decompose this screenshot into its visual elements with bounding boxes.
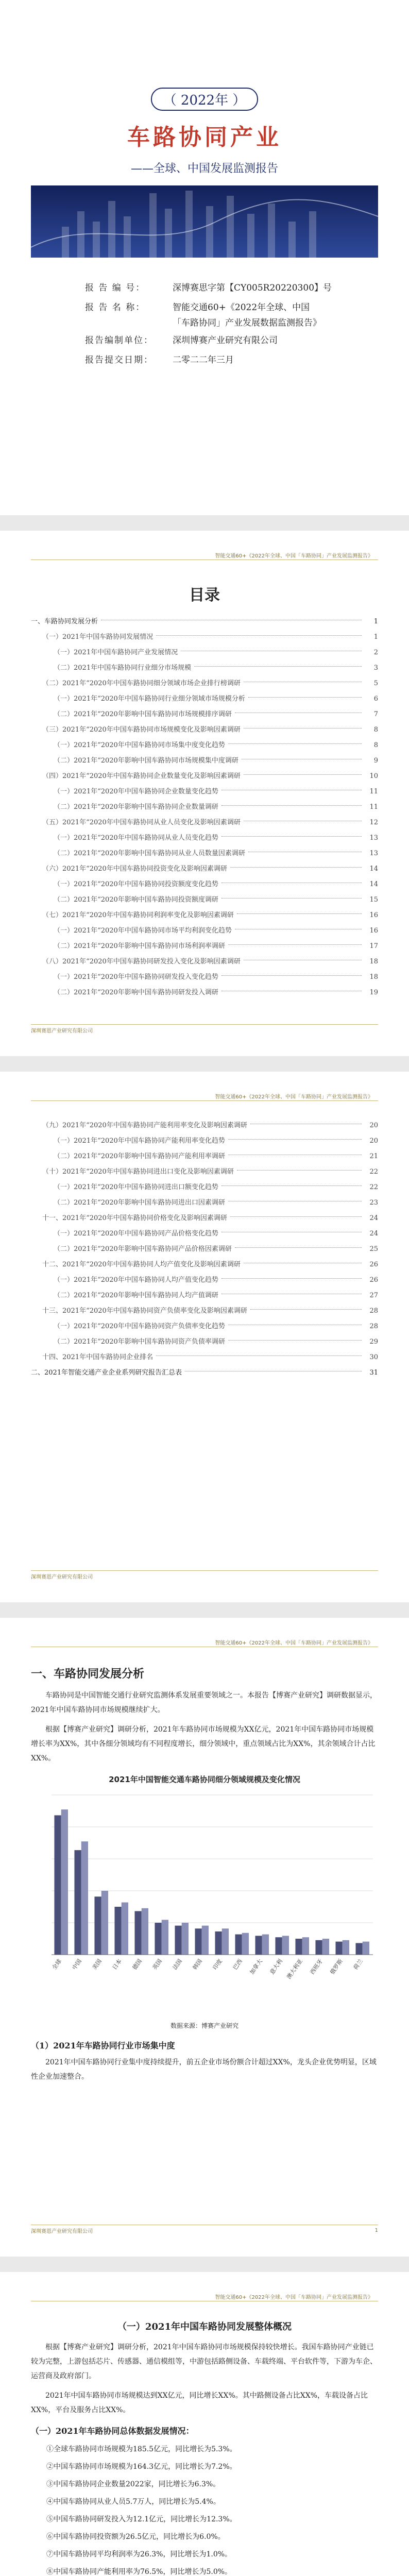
toc-item-page: 13 xyxy=(369,850,378,857)
x-tick-label: 俄罗斯 xyxy=(329,1958,344,1976)
page-footer: 深圳赛恩产业研究有限公司 xyxy=(31,1574,93,1580)
toc-item-page: 1 xyxy=(373,618,378,625)
bullet-item: ⑦中国车路协同平均利润率为26.3%，同比增长为1.0%。 xyxy=(46,2550,232,2558)
toc-item-label: （十）2021年“2020年中国车路协同进出口变化及影响因素调研 xyxy=(42,1168,234,1176)
toc-item[interactable] xyxy=(31,769,378,784)
toc-leader xyxy=(230,1216,362,1217)
page-header: 智能交通60+《2022年全球、中国「车路协同」产业发展监测报告》 xyxy=(215,553,373,559)
toc-item[interactable] xyxy=(31,660,378,676)
toc-item-page: 17 xyxy=(369,942,378,950)
toc-item-label: （六）2021年“2020年中国车路协同投资变化及影响因素调研 xyxy=(42,865,227,873)
toc-item[interactable] xyxy=(31,1211,378,1226)
toc-item[interactable] xyxy=(31,1319,378,1334)
bar-chart xyxy=(31,1774,378,2016)
bullet-item: ⑥中国车路协同投资额为26.5亿元，同比增长为6.0%。 xyxy=(46,2533,225,2541)
toc-leader xyxy=(237,913,362,914)
bar xyxy=(81,1841,88,1955)
x-tick-label: 韩国 xyxy=(191,1958,203,1971)
bar xyxy=(215,1931,221,1955)
x-tick-label: 西班牙 xyxy=(309,1958,324,1976)
chart-title: 2021年中国智能交通车路协同细分领域规模及变化情况 xyxy=(109,1775,300,1784)
toc-item-label: （二）2021年“2020年影响中国车路协同市场规模集中度调研 xyxy=(54,757,238,765)
toc-item-label: （二）2021年“2020年影响中国车路协同市场利润率调研 xyxy=(54,942,225,950)
toc-item-page: 20 xyxy=(369,1137,378,1145)
x-tick-label: 加拿大 xyxy=(248,1958,264,1976)
content-page-2 xyxy=(0,2272,409,2576)
toc-item[interactable] xyxy=(31,939,378,954)
toc-item[interactable] xyxy=(31,1133,378,1149)
toc-item-page: 19 xyxy=(369,989,378,996)
toc-item-page: 28 xyxy=(369,1323,378,1330)
toc-item[interactable] xyxy=(31,676,378,691)
cover-meta-row: 报告提交日期： 二零二二年三月 xyxy=(85,355,234,365)
toc-item-page: 26 xyxy=(369,1261,378,1268)
toc-item-label: （一）2021年“2020年中国车路协同人均产值变化趋势 xyxy=(54,1276,218,1284)
toc-item[interactable] xyxy=(31,1242,378,1257)
toc-leader xyxy=(221,1278,362,1279)
toc-item-label: （一）2021年中国车路协同产业发展情况 xyxy=(54,649,178,656)
bar xyxy=(302,1937,309,1955)
toc-item-page: 16 xyxy=(369,911,378,919)
bar xyxy=(175,1926,181,1955)
toc-item-label: （五）2021年“2020年中国车路协同从业人员变化及影响因素调研 xyxy=(42,819,241,826)
toc-item-label: 十四、2021年中国车路协同企业排名 xyxy=(42,1353,154,1361)
bar xyxy=(262,1935,269,1955)
bar xyxy=(235,1935,242,1955)
bar xyxy=(122,1903,128,1955)
toc-leader xyxy=(228,1340,362,1341)
toc-item-label: 一、车路协同发展分析 xyxy=(31,618,98,625)
toc-item[interactable] xyxy=(31,1334,378,1350)
bullet-item: ②中国车路协同市场规模为164.3亿元，同比增长为7.2%。 xyxy=(46,2463,237,2471)
toc-item[interactable] xyxy=(31,800,378,815)
toc-item[interactable] xyxy=(31,877,378,892)
toc-title: 目录 xyxy=(189,586,220,604)
page-header: 智能交通60+《2022年全球、中国「车路协同」产业发展监测报告》 xyxy=(215,1094,373,1100)
toc-item-page: 5 xyxy=(373,680,378,687)
section-title: 一、车路协同发展分析 xyxy=(31,1667,145,1681)
toc-leader xyxy=(156,1355,362,1356)
bullet-item: ①全球车路协同市场规模为185.5亿元，同比增长为5.3%。 xyxy=(46,2445,237,2453)
cover-meta-row: 报 告 名 称： 智能交通60+《2022年全球、中国「车路协同」产业发展数据监测报告》 xyxy=(85,302,321,328)
toc-item-label: （一）2021年“2020年中国车路协同进出口额变化趋势 xyxy=(54,1183,218,1191)
x-tick-label: 全球 xyxy=(50,1958,63,1971)
x-tick-label: 意大利 xyxy=(268,1958,284,1976)
toc-item[interactable] xyxy=(31,722,378,738)
toc-item-page: 24 xyxy=(369,1214,378,1222)
toc-item[interactable] xyxy=(31,784,378,800)
bullet-item: ③中国车路协同企业数量2022家，同比增长为6.3%。 xyxy=(46,2480,220,2488)
toc-leader xyxy=(237,1170,362,1171)
toc-item-label: （二）2021年“2020年影响中国车路协同企业数量调研 xyxy=(54,803,218,811)
toc-item-page: 3 xyxy=(373,664,378,672)
toc-item-page: 7 xyxy=(373,710,378,718)
cover-banner-image xyxy=(31,185,378,258)
bullet-item: ⑤中国车路协同研发投入为12.1亿元，同比增长为12.3%。 xyxy=(46,2515,237,2523)
toc-item-label: （一）2021年“2020年中国车路协同研发投入变化趋势 xyxy=(54,973,218,981)
toc-item-page: 25 xyxy=(369,1245,378,1253)
bullet-item: ④中国车路协同从业人员5.7万人，同比增长为5.4%。 xyxy=(46,2498,220,2506)
toc-leader xyxy=(221,1185,362,1186)
bar xyxy=(155,1923,161,1955)
toc-item[interactable] xyxy=(31,815,378,831)
bar xyxy=(363,1942,369,1955)
toc-item-label: 十一、2021年“2020年中国车路协同价格变化及影响因素调研 xyxy=(42,1214,227,1222)
toc-item-label: （九）2021年“2020年中国车路协同产能利用率变化及影响因素调研 xyxy=(42,1122,247,1129)
toc-item[interactable] xyxy=(31,1273,378,1288)
toc-item-page: 8 xyxy=(373,741,378,749)
toc-item-label: （一）2021年“2020年中国车路协同从业人员变化趋势 xyxy=(54,834,218,842)
toc-item-page: 20 xyxy=(369,1122,378,1129)
toc-item-page: 1 xyxy=(373,633,378,641)
toc-item-label: （二）2021年中国车路协同行业细分市场规模 xyxy=(54,664,192,672)
bar xyxy=(74,1850,81,1955)
toc-leader xyxy=(221,898,362,899)
toc-item[interactable] xyxy=(31,831,378,846)
toc-item[interactable] xyxy=(31,1288,378,1303)
cover-meta xyxy=(85,278,332,370)
x-tick-label: 荷兰 xyxy=(352,1958,364,1971)
cover-page xyxy=(0,0,409,515)
toc-item-label: 十二、2021年“2020年中国车路协同人均产值变化及影响因素调研 xyxy=(42,1261,241,1268)
toc-item-label: （一）2021年中国车路协同发展情况 xyxy=(42,633,154,641)
toc-item-label: （七）2021年“2020年中国车路协同利润率变化及影响因素调研 xyxy=(42,911,234,919)
toc-item-page: 18 xyxy=(369,973,378,981)
toc-item[interactable] xyxy=(31,1149,378,1164)
toc-item-label: （一）2021年“2020年中国车路协同投资额度变化趋势 xyxy=(54,880,218,888)
toc-item-label: （二）2021年“2020年中国车路协同细分领域市场企业排行榜调研 xyxy=(42,680,241,687)
toc-item[interactable] xyxy=(31,1164,378,1180)
x-tick-label: 中国 xyxy=(71,1958,83,1971)
subsection-title: （一）2021年车路协同总体数据发展情况： xyxy=(31,2426,194,2436)
toc-item[interactable] xyxy=(31,707,378,722)
toc-item-label: （一）2021年“2020年中国车路协同资产负债率变化趋势 xyxy=(54,1323,225,1330)
toc-item[interactable] xyxy=(31,861,378,877)
toc-item-page: 12 xyxy=(369,819,378,826)
toc-leader xyxy=(248,697,362,698)
toc-leader xyxy=(221,805,362,806)
bar xyxy=(222,1928,229,1955)
toc-item-label: （一）2021年“2020年中国车路协同行业细分领域市场规模分析 xyxy=(54,695,245,703)
toc-leader xyxy=(228,1139,362,1140)
bar xyxy=(355,1943,362,1955)
cover-subtitle: ——全球、中国发展监测报告 xyxy=(130,162,278,175)
toc-item-label: （二）2021年“2020年影响中国车路协同进出口因素调研 xyxy=(54,1199,225,1207)
toc-item-label: （二）2021年“2020年影响中国车路协同市场规模排序调研 xyxy=(54,710,232,718)
page-number: 1 xyxy=(374,2228,378,2233)
bar xyxy=(275,1937,282,1955)
toc-item[interactable] xyxy=(31,1350,378,1365)
toc-item[interactable] xyxy=(31,1118,378,1133)
toc-item-page: 15 xyxy=(369,896,378,904)
x-tick-label: 印度 xyxy=(211,1958,224,1971)
toc-item-label: （二）2021年“2020年影响中国车路协同资产负债率调研 xyxy=(54,1338,225,1346)
paragraph: 根据【博赛产业研究】调研分析，2021年中国车路协同市场规模保持较快增长。我国车路协同产业链已较为完整，上游包括芯片、传感器、通信模组等，中游包括路侧设备、车载终端、平台软件等，下游为车企、运营商及政府部门。 xyxy=(31,2343,377,2380)
x-tick-label: 巴西 xyxy=(231,1958,244,1971)
toc-leader xyxy=(228,743,362,744)
toc-item[interactable] xyxy=(31,645,378,660)
bar xyxy=(61,1809,68,1955)
toc-item[interactable] xyxy=(31,1257,378,1273)
bar xyxy=(315,1940,322,1955)
toc-item-label: （一）2021年“2020年中国车路协同市场平均利润变化趋势 xyxy=(54,927,232,935)
bar xyxy=(282,1936,289,1955)
toc-item-page: 6 xyxy=(373,695,378,703)
cover-title: 车路协同产业 xyxy=(127,124,282,150)
toc-item-page: 13 xyxy=(369,834,378,842)
bar xyxy=(182,1923,189,1955)
paragraph: 车路协同是中国智能交通行业研究监测体系发展重要领域之一。本报告【博赛产业研究】调研数据显示，2021年中国车路协同市场规模继续扩大。 xyxy=(31,1691,377,1714)
bar xyxy=(101,1891,108,1955)
toc-item-label: （八）2021年“2020年中国车路协同研发投入变化及影响因素调研 xyxy=(42,958,241,965)
page-header: 智能交通60+《2022年全球、中国「车路协同」产业发展监测报告》 xyxy=(215,1640,373,1646)
toc-item[interactable] xyxy=(31,1303,378,1319)
toc-item-page: 10 xyxy=(369,772,378,780)
toc-item-label: （四）2021年“2020年中国车路协同企业数量变化及影响因素调研 xyxy=(42,772,241,780)
toc-leader xyxy=(194,666,362,667)
x-tick-label: 澳大利亚 xyxy=(285,1958,304,1980)
toc-item[interactable] xyxy=(31,1226,378,1242)
section-title: （一）2021年中国车路协同发展整体概况 xyxy=(117,2321,292,2332)
toc-item[interactable] xyxy=(31,908,378,923)
bar xyxy=(343,1940,349,1955)
x-tick-label: 德国 xyxy=(131,1958,143,1971)
bullet-list xyxy=(0,2441,409,2576)
toc-item-page: 24 xyxy=(369,1230,378,1238)
toc-item-page: 22 xyxy=(369,1183,378,1191)
page-header: 智能交通60+《2022年全球、中国「车路协同」产业发展监测报告》 xyxy=(215,2295,373,2300)
toc-item[interactable] xyxy=(31,892,378,908)
toc-item-page: 23 xyxy=(369,1199,378,1207)
bullet-item: ⑧中国车路协同产能利用率为76.5%，同比增长为5.0%。 xyxy=(46,2568,232,2576)
toc-item[interactable] xyxy=(31,1180,378,1195)
toc-item[interactable] xyxy=(31,1365,378,1381)
chart-source: 数据来源：博赛产业研究 xyxy=(170,2022,238,2029)
toc-item-label: （一）2021年“2020年中国车路协同产品价格变化趋势 xyxy=(54,1230,218,1238)
toc-item-page: 16 xyxy=(369,927,378,935)
paragraph: 根据【博赛产业研究】调研分析，2021年车路协同市场规模为XX亿元，2021年中国车路协同市场规模增长率为XX%，其中各细分领域均有不同程度增长，细分领域中，重点领域占比为XX%，其余领域合计占比XX%。 xyxy=(31,1725,376,1762)
content-page-1 xyxy=(0,1618,409,2257)
toc-item-page: 14 xyxy=(369,880,378,888)
toc-item-page: 26 xyxy=(369,1276,378,1284)
bar xyxy=(94,1896,101,1955)
toc-item-label: 二、2021年智能交通产业企业系列研究报告汇总表 xyxy=(31,1369,182,1377)
toc-leader xyxy=(228,944,362,945)
toc-item-label: （二）2021年“2020年影响中国车路协同产品价格因素调研 xyxy=(54,1245,232,1253)
x-tick-label: 法国 xyxy=(171,1958,183,1971)
toc-item-page: 14 xyxy=(369,865,378,873)
toc-item[interactable] xyxy=(31,753,378,769)
bar xyxy=(134,1911,141,1955)
toc-item-page: 21 xyxy=(369,1153,378,1160)
bar xyxy=(54,1815,61,1955)
toc-item[interactable] xyxy=(31,923,378,939)
toc-leader xyxy=(250,1309,362,1310)
x-tick-label: 英国 xyxy=(151,1958,163,1971)
toc-item-label: （二）2021年“2020年影响中国车路协同产能利用率调研 xyxy=(54,1153,225,1160)
bar xyxy=(242,1933,249,1955)
toc-leader xyxy=(230,867,362,868)
toc-item-label: （一）2021年“2020年中国车路协同市场集中度变化趋势 xyxy=(54,741,225,749)
toc-item-label: （三）2021年“2020年中国车路协同市场规模变化及影响因素调研 xyxy=(42,726,241,734)
toc-item-page: 9 xyxy=(373,757,378,765)
toc-leader xyxy=(235,1247,362,1248)
toc-item-page: 8 xyxy=(373,726,378,734)
bar xyxy=(162,1920,168,1955)
toc-item-page: 28 xyxy=(369,1307,378,1315)
paragraph: 2021年中国车路协同行业集中度持续提升，前五企业市场份额合计超过XX%，龙头企业优势明显，区域性企业加速整合。 xyxy=(31,2058,377,2081)
toc-item-label: （一）2021年“2020年中国车路协同企业数量变化趋势 xyxy=(54,788,218,795)
toc-item-page: 11 xyxy=(369,803,378,811)
cover-meta-row: 报告编制单位： 深圳博赛产业研究有限公司 xyxy=(85,335,278,346)
paragraph: 2021年中国车路协同市场规模达到XX亿元，同比增长XX%。其中路侧设备占比XX%，车载设备占比XX%，平台及服务占比XX%。 xyxy=(31,2392,368,2414)
bar xyxy=(195,1928,201,1955)
toc-page-2 xyxy=(0,1072,409,1602)
toc-item[interactable] xyxy=(31,846,378,861)
bar xyxy=(202,1926,209,1955)
toc-list xyxy=(31,1118,378,1381)
toc-item[interactable] xyxy=(31,630,378,645)
page-footer: 深圳赛恩产业研究有限公司 xyxy=(31,2229,93,2234)
toc-item-label: （二）2021年“2020年影响中国车路协同投资额度调研 xyxy=(54,896,218,904)
toc-item-page: 30 xyxy=(369,1353,378,1361)
toc-item-label: （一）2021年“2020年中国车路协同产能利用率变化趋势 xyxy=(54,1137,225,1145)
toc-item-label: （二）2021年“2020年影响中国车路协同研发投入调研 xyxy=(54,989,218,996)
toc-page-1 xyxy=(0,531,409,1056)
toc-item[interactable] xyxy=(31,985,378,1001)
toc-leader xyxy=(221,975,362,976)
toc-item[interactable] xyxy=(31,738,378,753)
bar xyxy=(322,1939,329,1955)
toc-item-page: 31 xyxy=(369,1369,378,1377)
cover-year: （ 2022年 ） xyxy=(0,88,409,111)
cover-meta-row: 报 告 编 号： 深博赛思字第【CY005R20220300】号 xyxy=(85,283,332,293)
bar xyxy=(335,1942,342,1955)
toc-item-page: 29 xyxy=(369,1338,378,1346)
toc-item-label: （二）2021年“2020年影响中国车路协同从业人员数量因素调研 xyxy=(54,850,245,857)
toc-item-page: 18 xyxy=(369,958,378,965)
toc-leader xyxy=(156,635,362,636)
bar xyxy=(142,1908,148,1955)
toc-list xyxy=(31,614,378,1001)
chart-svg xyxy=(31,1785,378,2011)
toc-leader xyxy=(221,836,362,837)
page-footer: 深圳赛恩产业研究有限公司 xyxy=(31,1028,93,1034)
toc-item[interactable] xyxy=(31,970,378,985)
toc-item-label: （二）2021年“2020年影响中国车路协同人均产值调研 xyxy=(54,1292,218,1299)
bar xyxy=(255,1936,262,1955)
toc-leader xyxy=(244,774,362,775)
toc-item-page: 22 xyxy=(369,1168,378,1176)
toc-item-page: 11 xyxy=(369,788,378,795)
toc-item[interactable] xyxy=(31,614,378,630)
subsection-title: （1）2021年车路协同行业市场集中度 xyxy=(31,2041,175,2050)
toc-item[interactable] xyxy=(31,954,378,970)
x-tick-label: 美国 xyxy=(91,1958,103,1971)
x-tick-label: 日本 xyxy=(111,1958,123,1971)
toc-item-page: 2 xyxy=(373,649,378,656)
bar xyxy=(295,1939,302,1955)
toc-item-label: 十三、2021年“2020年中国车路协同资产负债率变化及影响因素调研 xyxy=(42,1307,247,1315)
toc-item-page: 27 xyxy=(369,1292,378,1299)
bar xyxy=(114,1907,121,1955)
toc-item[interactable] xyxy=(31,1195,378,1211)
toc-item[interactable] xyxy=(31,691,378,707)
